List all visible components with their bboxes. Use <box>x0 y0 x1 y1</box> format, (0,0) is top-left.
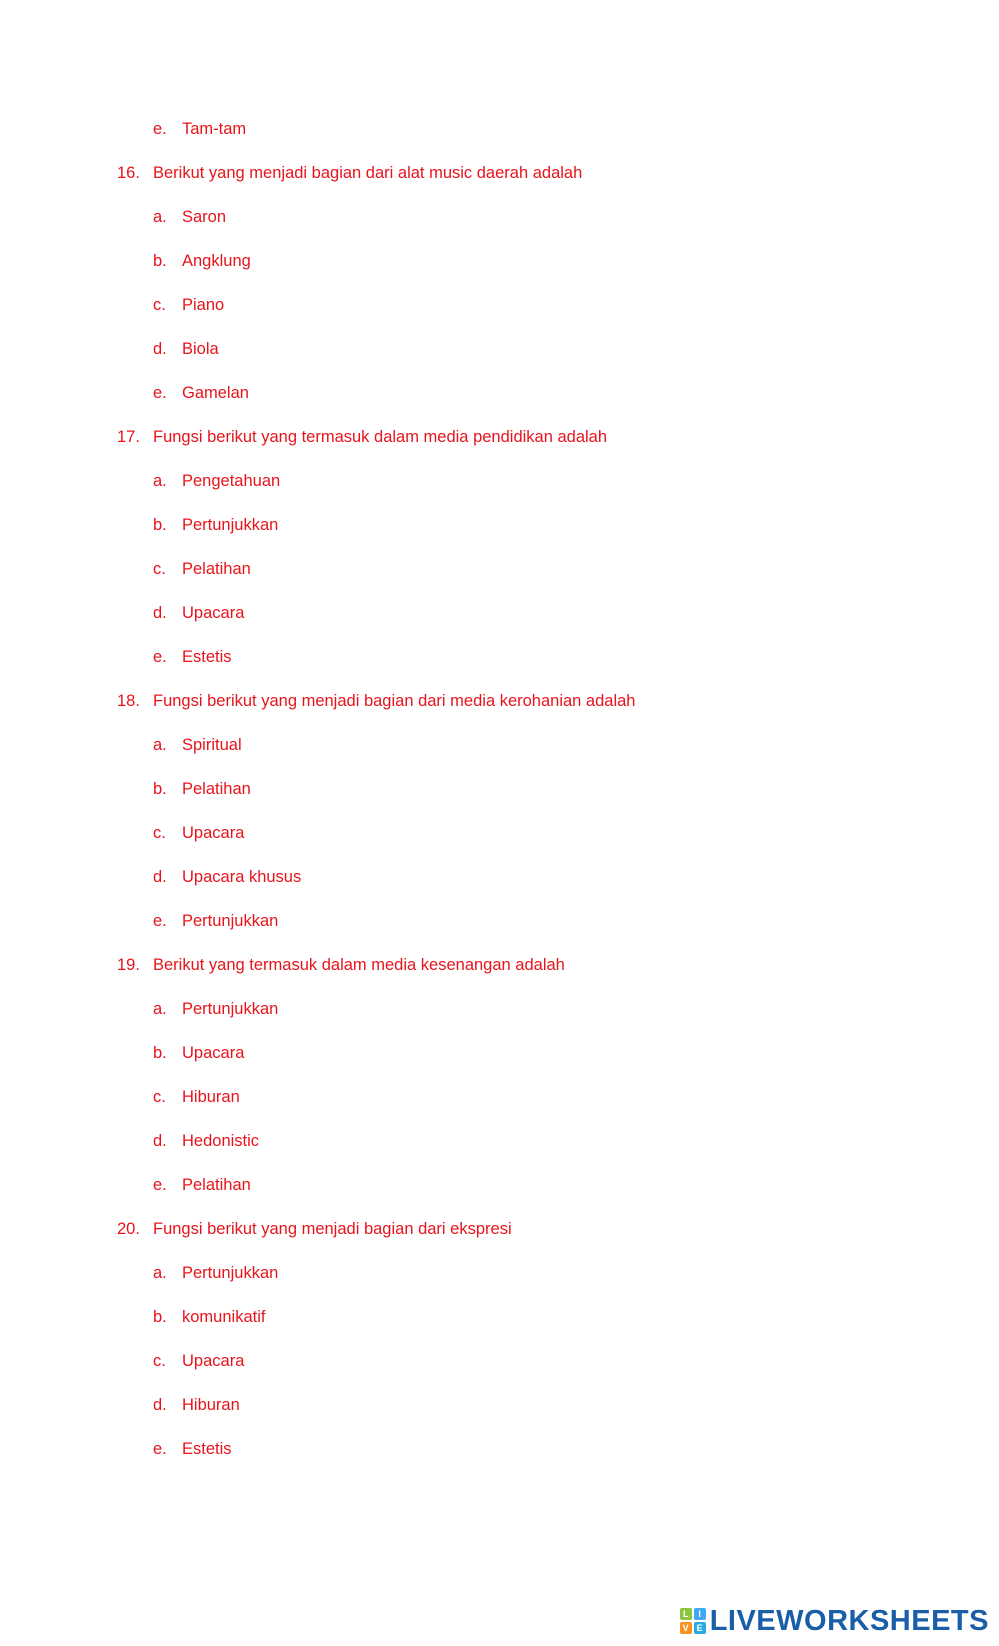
option-letter: a. <box>153 208 167 226</box>
option-letter: c. <box>153 824 166 842</box>
option-text: Hedonistic <box>182 1132 260 1150</box>
option-text: Pertunjukkan <box>182 912 279 930</box>
option-text: Biola <box>182 340 219 358</box>
option-letter: b. <box>153 1308 167 1326</box>
option-text: Pelatihan <box>182 780 251 798</box>
option-text: Pelatihan <box>182 1176 251 1194</box>
question-text: Fungsi berikut yang menjadi bagian dari media kerohanian adalah <box>153 692 636 710</box>
option-text: Gamelan <box>182 384 249 402</box>
option-letter: b. <box>153 1044 167 1062</box>
option-letter: e. <box>153 1440 167 1458</box>
option-text: Pengetahuan <box>182 472 281 490</box>
question-number: 18. <box>117 692 140 710</box>
option-letter: b. <box>153 516 167 534</box>
option-letter: e. <box>153 1176 167 1194</box>
option-text: Piano <box>182 296 225 314</box>
option-letter: a. <box>153 1264 167 1282</box>
option-letter: a. <box>153 736 167 754</box>
option-text: Pertunjukkan <box>182 516 279 534</box>
question-number: 16. <box>117 164 140 182</box>
question-number: 17. <box>117 428 140 446</box>
option-letter: e. <box>153 120 167 138</box>
option-letter: e. <box>153 912 167 930</box>
option-text: Upacara <box>182 1044 245 1062</box>
option-letter: c. <box>153 1088 166 1106</box>
option-text: Tam-tam <box>182 120 247 138</box>
option-letter: c. <box>153 1352 166 1370</box>
question-text: Fungsi berikut yang termasuk dalam media pendidikan adalah <box>153 428 608 446</box>
option-text: Pelatihan <box>182 560 251 578</box>
option-text: Spiritual <box>182 736 242 754</box>
option-text: Hiburan <box>182 1396 240 1414</box>
option-letter: a. <box>153 472 167 490</box>
logo-mark-icon: L I V E <box>680 1608 706 1634</box>
option-text: Pertunjukkan <box>182 1000 279 1018</box>
option-text: Estetis <box>182 1440 232 1458</box>
option-letter: d. <box>153 1396 167 1414</box>
option-letter: c. <box>153 296 166 314</box>
option-text: Upacara <box>182 604 245 622</box>
option-letter: d. <box>153 868 167 886</box>
option-text: Estetis <box>182 648 232 666</box>
option-letter: b. <box>153 780 167 798</box>
option-text: Upacara <box>182 824 245 842</box>
option-letter: d. <box>153 1132 167 1150</box>
option-text: Upacara khusus <box>182 868 302 886</box>
option-letter: e. <box>153 384 167 402</box>
question-text: Berikut yang menjadi bagian dari alat music daerah adalah <box>153 164 583 182</box>
option-letter: a. <box>153 1000 167 1018</box>
question-text: Berikut yang termasuk dalam media kesenangan adalah <box>153 956 565 974</box>
question-text: Fungsi berikut yang menjadi bagian dari ekspresi <box>153 1220 512 1238</box>
option-text: Pertunjukkan <box>182 1264 279 1282</box>
liveworksheets-logo <box>680 1604 989 1638</box>
option-text: Hiburan <box>182 1088 240 1106</box>
logo-text: LIVEWORKSHEETS <box>709 1604 989 1637</box>
option-text: Saron <box>182 208 227 226</box>
option-letter: b. <box>153 252 167 270</box>
question-number: 20. <box>117 1220 140 1238</box>
option-letter: d. <box>153 604 167 622</box>
option-text: Upacara <box>182 1352 245 1370</box>
question-number: 19. <box>117 956 140 974</box>
option-text: komunikatif <box>182 1308 266 1326</box>
option-letter: c. <box>153 560 166 578</box>
option-letter: d. <box>153 340 167 358</box>
option-text: Angklung <box>182 252 251 270</box>
option-letter: e. <box>153 648 167 666</box>
